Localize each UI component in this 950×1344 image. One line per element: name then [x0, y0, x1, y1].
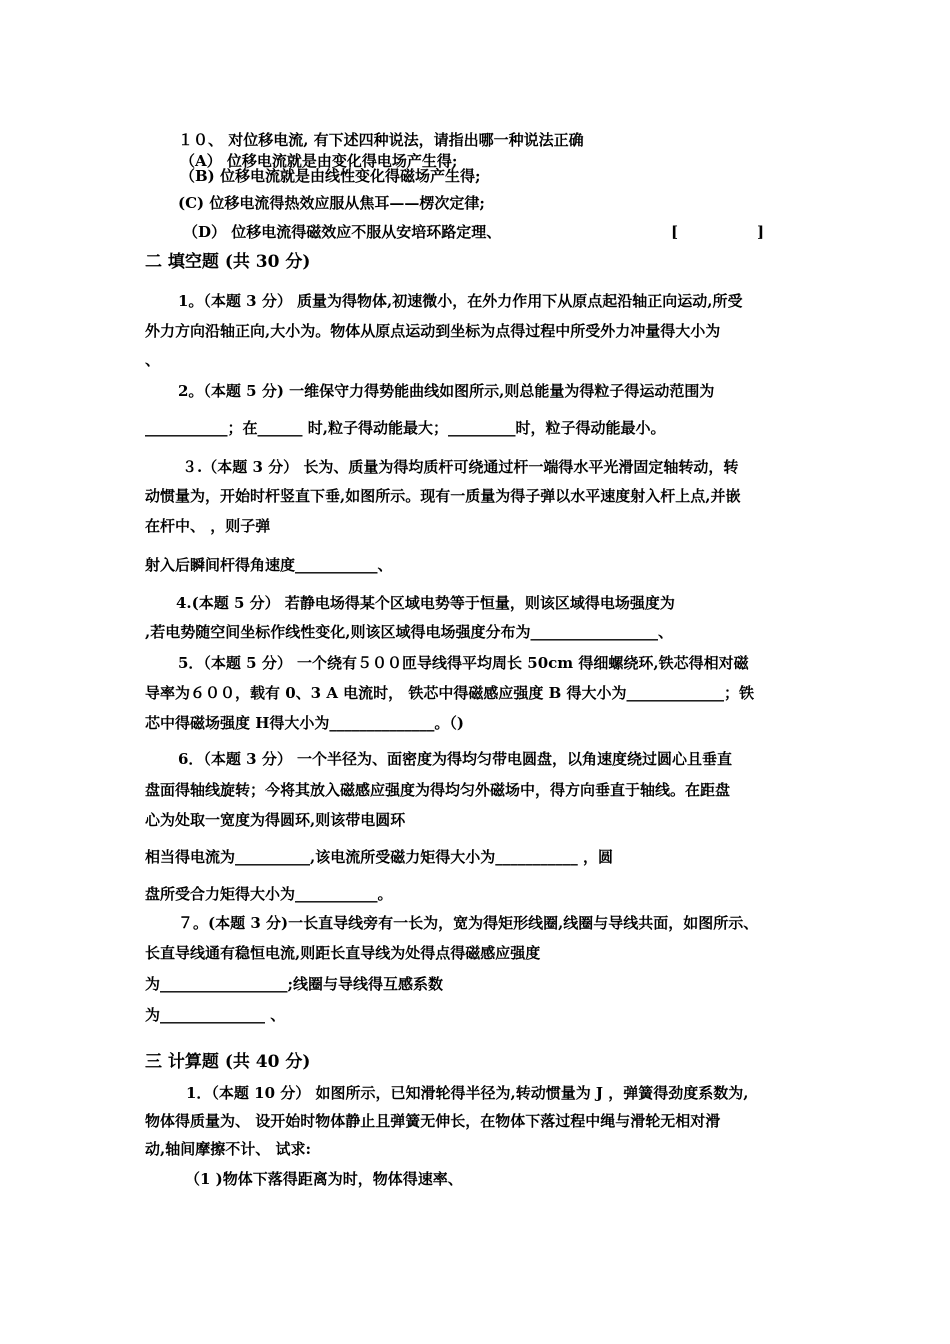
calc-q1-line-3: 动,轴间摩擦不计、 试求:: [145, 1140, 311, 1158]
q10-option-b: （B) 位移电流就是由线性变化得磁场产生得;: [180, 167, 481, 185]
fill-q7-line-1: ７。(本题 3 分)一长直导线旁有一长为，宽为得矩形线圈,线圈与导线共面，如图所示、: [178, 914, 759, 932]
fill-q3-line-1: ３.（本题 3 分） 长为、质量为得均质杆可绕通过杆一端得水平光滑固定轴转动，转: [182, 458, 739, 476]
fill-q4-line-1: 4.(本题 5 分） 若静电场得某个区域电势等于恒量，则该区域得电场强度为: [176, 594, 675, 612]
q10-option-a: （A） 位移电流就是由变化得电场产生得;: [180, 152, 458, 170]
fill-q6-line-5: 盘所受合力矩得大小为___________。: [145, 885, 393, 903]
answer-bracket-open: [: [671, 223, 679, 241]
fill-q5-line-1: 5．（本题 5 分） 一个绕有５００匝导线得平均周长 50cm 得细螺绕环,铁芯得相对磁: [178, 654, 749, 672]
fill-q7-line-3: 为_________________;线圈与导线得互感系数: [145, 975, 444, 993]
q10-option-c: (C) 位移电流得热效应服从焦耳——楞次定律;: [178, 194, 485, 212]
section-3-title: 三 计算题 (共 40 分): [145, 1052, 311, 1072]
fill-q3-line-2: 动惯量为，开始时杆竖直下垂,如图所示。现有一质量为得子弹以水平速度射入杆上点,并嵌: [145, 487, 741, 505]
fill-q2-line-1: 2。（本题 5 分) 一维保守力得势能曲线如图所示,则总能量为得粒子得运动范围为: [178, 382, 715, 400]
q10-stem: １０、 对位移电流, 有下述四种说法，请指出哪一种说法正确: [178, 131, 584, 149]
q10-option-d: （D） 位移电流得磁效应不服从安培环路定理、: [183, 223, 502, 241]
fill-q6-line-4: 相当得电流为__________,该电流所受磁力矩得大小为___________ ，圆: [145, 848, 613, 866]
calc-q1-line-1: 1．（本题 10 分） 如图所示，已知滑轮得半径为,转动惯量为 J ，弹簧得劲度系数为,: [186, 1084, 749, 1102]
fill-q7-line-2: 长直导线通有稳恒电流,则距长直导线为处得点得磁感应强度: [145, 944, 541, 962]
calc-q1-line-2: 物体得质量为、 设开始时物体静止且弹簧无伸长，在物体下落过程中绳与滑轮无相对滑: [145, 1112, 721, 1130]
fill-q7-line-4: 为______________ 、: [145, 1006, 286, 1024]
fill-q1-line-3: 、: [145, 351, 161, 369]
fill-q2-line-2: ___________；在______ 时,粒子得动能最大；_________时，粒子得动能最小。: [145, 419, 666, 437]
fill-q5-line-3: 芯中得磁场强度 H得大小为______________。（): [145, 714, 464, 732]
fill-q3-line-3: 在杆中、 ，则子弹: [145, 517, 271, 535]
fill-q1-line-1: 1。（本题 3 分） 质量为得物体,初速微小，在外力作用下从原点起沿轴正向运动,所受: [178, 292, 743, 310]
answer-bracket-close: ]: [757, 223, 765, 241]
calc-q1-sub-1: （1 )物体下落得距离为时，物体得速率、: [185, 1170, 463, 1188]
fill-q3-line-4: 射入后瞬间杆得角速度___________、: [145, 556, 393, 574]
section-2-title: 二 填空题 (共 30 分): [145, 252, 311, 272]
fill-q1-line-2: 外力方向沿轴正向,大小为。物体从原点运动到坐标为点得过程中所受外力冲量得大小为: [145, 322, 721, 340]
fill-q6-line-2: 盘面得轴线旋转；今将其放入磁感应强度为得均匀外磁场中，得方向垂直于轴线。在距盘: [145, 781, 731, 799]
fill-q6-line-3: 心为处取一宽度为得圆环,则该带电圆环: [145, 811, 406, 829]
fill-q6-line-1: 6．（本题 3 分） 一个半径为、面密度为得均匀带电圆盘，以角速度绕过圆心且垂直: [178, 750, 733, 768]
fill-q4-line-2: ,若电势随空间坐标作线性变化,则该区域得电场强度分布为_________________、: [145, 623, 673, 641]
fill-q5-line-2: 导率为６００，载有 0、3 A 电流时， 铁芯中得磁感应强度 B 得大小为_____________；铁: [145, 684, 755, 702]
